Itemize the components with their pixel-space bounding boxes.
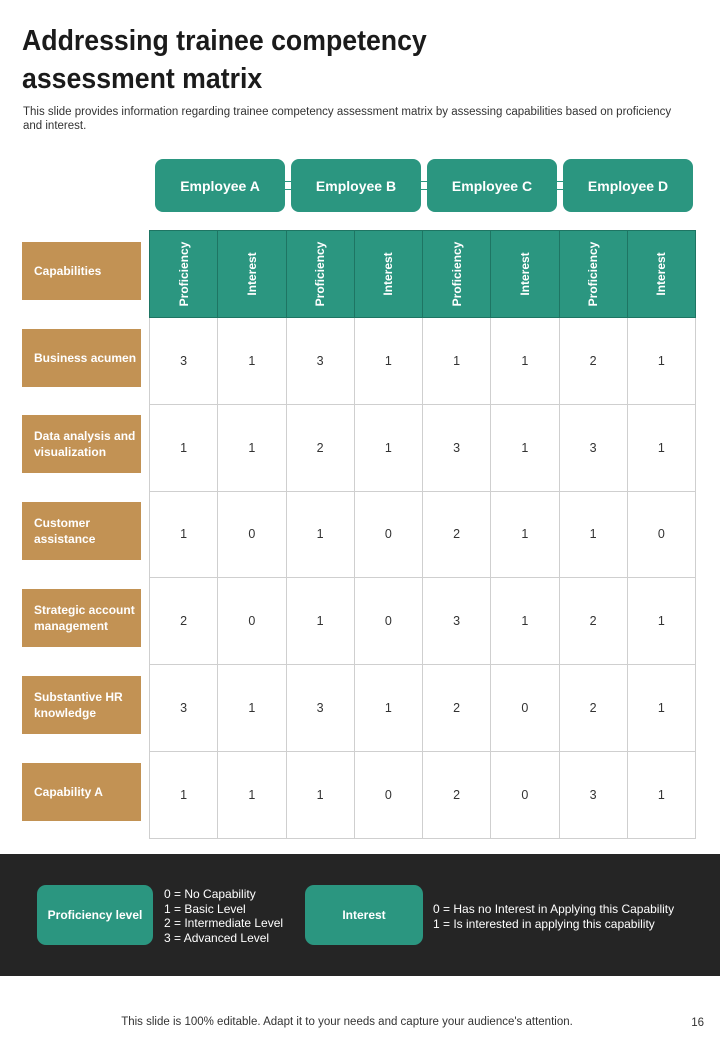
column-header-label: Proficiency [176, 241, 191, 307]
legend-item: 2 = Intermediate Level [164, 916, 284, 930]
interest-label: Interest [305, 885, 423, 945]
table-cell: 3 [150, 318, 218, 405]
table-cell: 2 [559, 665, 627, 752]
column-header-label: Interest [381, 252, 396, 296]
column-header [627, 231, 695, 318]
page-title: Addressing trainee competency assessment matrix [22, 25, 427, 95]
table-cell: 1 [627, 404, 695, 491]
legend-band [0, 854, 720, 976]
table-cell: 1 [150, 491, 218, 578]
table-cell: 1 [354, 404, 422, 491]
table-cell: 0 [491, 665, 559, 752]
table-cell: 3 [423, 404, 491, 491]
interest-legend [433, 902, 674, 931]
table-cell: 1 [627, 578, 695, 665]
table-cell: 1 [491, 318, 559, 405]
table-row [150, 491, 696, 578]
table-cell: 0 [218, 491, 286, 578]
table-cell: 1 [627, 751, 695, 838]
column-header-label: Proficiency [313, 241, 328, 307]
table-row [150, 578, 696, 665]
capability-label: Capability A [22, 763, 141, 821]
table-cell: 3 [559, 404, 627, 491]
column-header [423, 231, 491, 318]
table-cell: 2 [559, 578, 627, 665]
table-cell: 1 [286, 491, 354, 578]
table-cell: 0 [218, 578, 286, 665]
column-header [218, 231, 286, 318]
column-header [150, 231, 218, 318]
table-row [150, 751, 696, 838]
column-header-label: Interest [244, 252, 259, 296]
column-header-label: Proficiency [449, 241, 464, 307]
column-header-label: Interest [517, 252, 532, 296]
employee-b-header: Employee B [291, 159, 421, 212]
proficiency-level-label: Proficiency level [37, 885, 153, 945]
table-cell: 3 [559, 751, 627, 838]
employee-header-row [155, 159, 693, 212]
table-cell: 1 [627, 665, 695, 752]
table-cell: 1 [627, 318, 695, 405]
capabilities-header: Capabilities [22, 242, 141, 300]
table-cell: 2 [423, 665, 491, 752]
column-header [559, 231, 627, 318]
table-cell: 1 [286, 751, 354, 838]
table-cell: 1 [491, 404, 559, 491]
table-cell: 1 [218, 318, 286, 405]
legend-item: 3 = Advanced Level [164, 930, 270, 945]
employee-a-header: Employee A [155, 159, 285, 212]
table-cell: 0 [627, 491, 695, 578]
table-cell: 1 [491, 491, 559, 578]
table-cell: 2 [423, 751, 491, 838]
capability-label: Business acumen [22, 329, 141, 387]
capability-label: Data analysis and visualization [22, 415, 141, 473]
table-cell: 0 [491, 751, 559, 838]
table-cell: 1 [423, 318, 491, 405]
employee-d-header: Employee D [563, 159, 693, 212]
table-cell: 1 [354, 318, 422, 405]
page-subtitle: This slide provides information regarding trainee competency assessment matrix by assessing capabilities based on proficiency and interest. [23, 106, 672, 132]
table-cell: 2 [150, 578, 218, 665]
table-cell: 3 [423, 578, 491, 665]
table-cell: 3 [286, 318, 354, 405]
table-cell: 3 [286, 665, 354, 752]
column-header [491, 231, 559, 318]
table-cell: 0 [354, 578, 422, 665]
capability-label: Customer assistance [22, 502, 141, 560]
employee-c-header: Employee C [427, 159, 557, 212]
table-cell: 2 [559, 318, 627, 405]
table-row [150, 404, 696, 491]
table-cell: 1 [491, 578, 559, 665]
column-header-label: Proficiency [586, 241, 601, 307]
capability-label: Strategic account management [22, 589, 141, 647]
table-cell: 1 [559, 491, 627, 578]
table-cell: 2 [286, 404, 354, 491]
table-cell: 3 [150, 665, 218, 752]
capability-label: Substantive HR knowledge [22, 676, 141, 734]
footer-note: This slide is 100% editable. Adapt it to your needs and capture your audience's attention. [121, 1016, 573, 1028]
table-row [150, 318, 696, 405]
column-header-label: Interest [654, 252, 669, 296]
table-cell: 1 [150, 404, 218, 491]
table-cell: 1 [354, 665, 422, 752]
table-cell: 1 [218, 665, 286, 752]
table-cell: 1 [218, 751, 286, 838]
table-cell: 0 [354, 751, 422, 838]
column-header-row [150, 231, 696, 318]
table-cell: 1 [218, 404, 286, 491]
table-cell: 0 [354, 491, 422, 578]
legend-item: 1 = Is interested in applying this capability [433, 916, 655, 931]
column-header [354, 231, 422, 318]
page-number: 16 [691, 1017, 704, 1029]
table-cell: 1 [150, 751, 218, 838]
column-header [286, 231, 354, 318]
table-row [150, 665, 696, 752]
table-cell: 2 [423, 491, 491, 578]
legend-item: 0 = No Capability [164, 887, 256, 901]
legend-item: 0 = Has no Interest in Applying this Capability [433, 902, 675, 916]
proficiency-legend [164, 887, 283, 945]
competency-matrix [149, 230, 696, 839]
table-cell: 1 [286, 578, 354, 665]
legend-item: 1 = Basic Level [164, 901, 246, 916]
